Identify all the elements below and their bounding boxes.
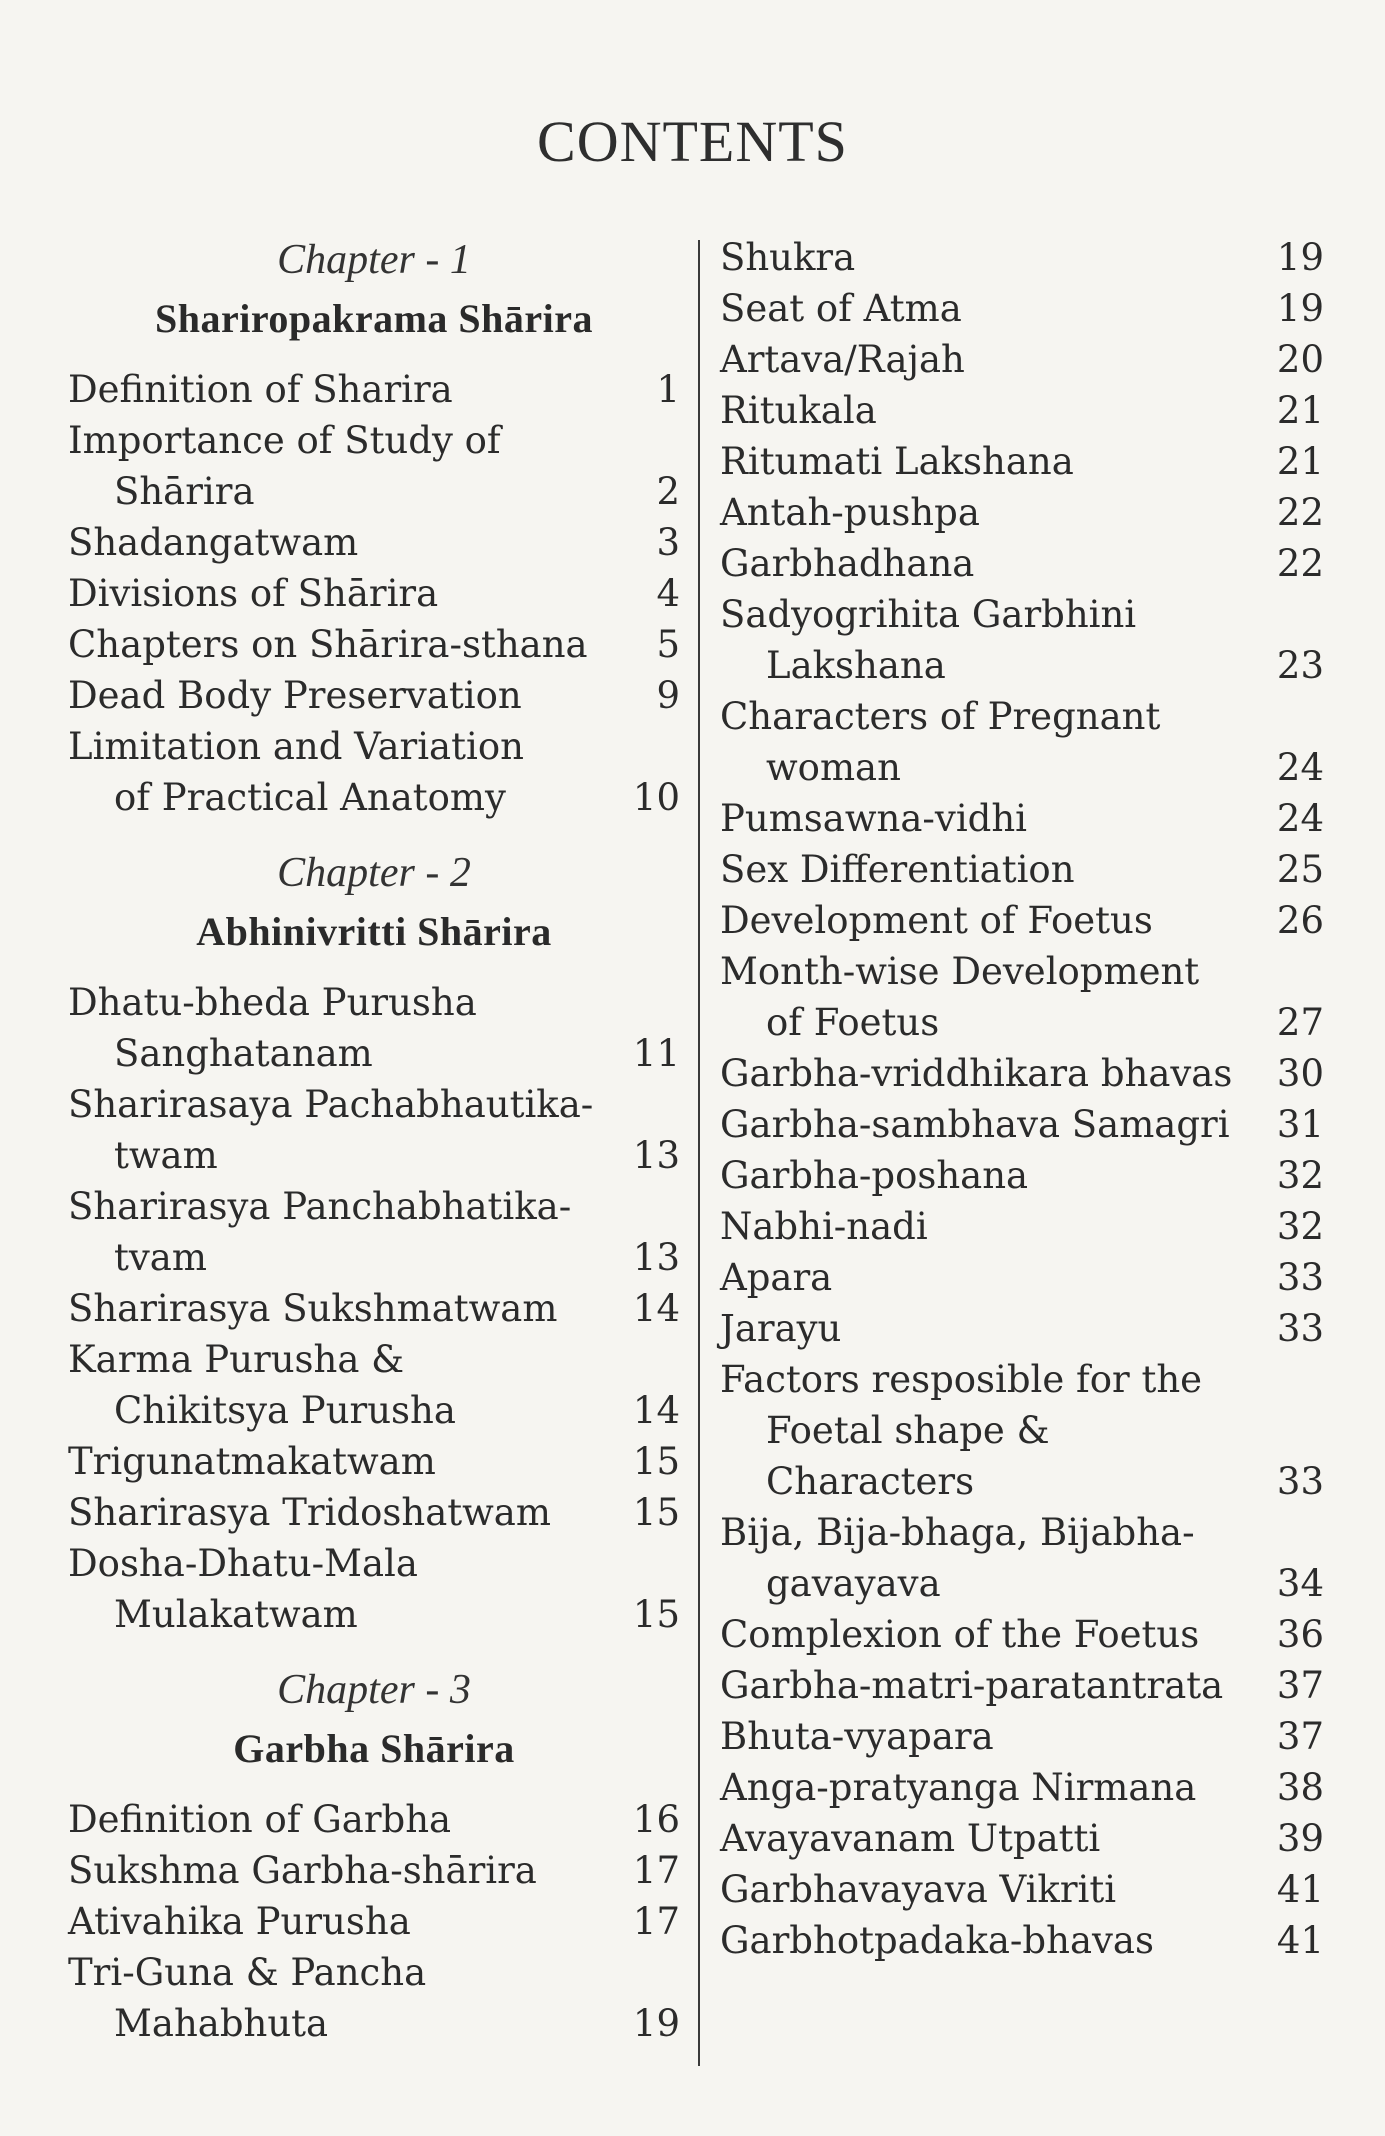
toc-page-number: 39 — [1276, 1817, 1324, 1860]
toc-entry-title: Pumsawna-vidhi — [720, 797, 1028, 840]
toc-entry — [68, 1334, 680, 1436]
toc-page-number: 14 — [632, 1287, 680, 1330]
toc-page-number: 13 — [632, 1134, 680, 1177]
toc-entry — [720, 1660, 1324, 1711]
toc-entry-title: twam — [114, 1134, 218, 1177]
toc-entry-title: Lakshana — [766, 644, 946, 687]
toc-entry-title: woman — [766, 746, 901, 789]
toc-page-number: 33 — [1276, 1460, 1324, 1503]
toc-page-number: 36 — [1276, 1613, 1324, 1656]
toc-entry-title: Garbha-vriddhikara bhavas — [720, 1052, 1233, 1095]
contents-left-column — [68, 232, 680, 2049]
contents-right-column — [720, 232, 1324, 1966]
toc-entry — [68, 517, 680, 568]
toc-page-number: 15 — [632, 1593, 680, 1636]
toc-entry-title: tvam — [114, 1236, 207, 1279]
toc-page-number: 17 — [632, 1900, 680, 1943]
toc-entry-title: Importance of Study of — [68, 419, 501, 462]
toc-entry-title: Tri-Guna & Pancha — [68, 1951, 427, 1994]
toc-page-number: 2 — [656, 470, 680, 513]
toc-entry — [720, 1864, 1324, 1915]
toc-page-number: 32 — [1276, 1205, 1324, 1248]
toc-entry-title: Mulakatwam — [114, 1593, 358, 1636]
toc-entry — [720, 589, 1324, 691]
toc-entry-title: Month-wise Development — [720, 950, 1200, 993]
toc-entry — [68, 1436, 680, 1487]
toc-entry — [720, 895, 1324, 946]
toc-entry — [720, 385, 1324, 436]
toc-entry-title: Ritukala — [720, 389, 877, 432]
toc-page-number: 24 — [1276, 797, 1324, 840]
toc-entry-title: Anga-pratyanga Nirmana — [720, 1766, 1197, 1809]
toc-entry — [720, 1048, 1324, 1099]
toc-page-number: 16 — [632, 1798, 680, 1841]
toc-entry-title: Bija, Bija-bhaga, Bijabha- — [720, 1511, 1195, 1554]
toc-entry-title: Nabhi-nadi — [720, 1205, 928, 1248]
toc-entry-title: Avayavanam Utpatti — [720, 1817, 1101, 1860]
toc-entry-title: Trigunatmakatwam — [68, 1440, 436, 1483]
toc-entry-title: Artava/Rajah — [720, 338, 965, 381]
toc-entry-title: Bhuta-vyapara — [720, 1715, 994, 1758]
toc-entry-title: Chapters on Shārira-sthana — [68, 623, 588, 666]
toc-entry — [68, 1794, 680, 1845]
toc-page-number: 22 — [1276, 491, 1324, 534]
toc-entry-title: of Practical Anatomy — [114, 776, 506, 819]
chapter-name: Abhinivritti Shārira — [196, 909, 552, 954]
toc-entry — [68, 1947, 680, 2049]
toc-entry-title: Garbha-matri-paratantrata — [720, 1664, 1224, 1707]
toc-entry — [720, 1762, 1324, 1813]
toc-entry-title: Divisions of Shārira — [68, 572, 439, 615]
toc-page-number: 33 — [1276, 1256, 1324, 1299]
toc-entry-title: Garbhadhana — [720, 542, 975, 585]
toc-page-number: 41 — [1276, 1919, 1324, 1962]
toc-entry-title: Factors resposible for the — [720, 1358, 1203, 1401]
toc-page-number: 21 — [1276, 440, 1324, 483]
toc-entry-title: Sanghatanam — [114, 1032, 373, 1075]
toc-entry-title: Sex Differentiation — [720, 848, 1075, 891]
toc-entry — [720, 1099, 1324, 1150]
toc-entry — [68, 1845, 680, 1896]
toc-page-number: 37 — [1276, 1715, 1324, 1758]
toc-entry-title: Characters — [766, 1460, 975, 1503]
toc-page-number: 1 — [656, 368, 680, 411]
toc-entry — [720, 1813, 1324, 1864]
toc-entry-title: Sharirasya Tridoshatwam — [68, 1491, 551, 1534]
toc-page-number: 30 — [1276, 1052, 1324, 1095]
toc-entry-title: Dead Body Preservation — [68, 674, 522, 717]
chapter-label: Chapter - 1 — [277, 237, 471, 283]
toc-entry-title: Chikitsya Purusha — [114, 1389, 456, 1432]
toc-entry — [720, 436, 1324, 487]
toc-page-number: 31 — [1276, 1103, 1324, 1146]
toc-page-number: 10 — [632, 776, 680, 819]
toc-entry — [720, 283, 1324, 334]
toc-page-number: 38 — [1276, 1766, 1324, 1809]
toc-entry — [68, 415, 680, 517]
chapter-name: Garbha Shārira — [233, 1726, 515, 1771]
toc-entry-title: Sukshma Garbha-shārira — [68, 1849, 537, 1892]
toc-entry-title: Garbha-poshana — [720, 1154, 1029, 1197]
toc-entry — [68, 1538, 680, 1640]
toc-entry-title: Sadyogrihita Garbhini — [720, 593, 1137, 636]
toc-entry — [720, 232, 1324, 283]
toc-entry — [720, 487, 1324, 538]
toc-page-number: 15 — [632, 1440, 680, 1483]
toc-entry-title: Dhatu-bheda Purusha — [68, 981, 477, 1024]
toc-entry-title: Definition of Garbha — [68, 1798, 452, 1841]
toc-entry-title: Seat of Atma — [720, 287, 962, 330]
toc-entry — [720, 946, 1324, 1048]
toc-entry — [720, 1150, 1324, 1201]
toc-entry — [720, 793, 1324, 844]
toc-page-number: 17 — [632, 1849, 680, 1892]
toc-entry — [68, 721, 680, 823]
toc-page-number: 23 — [1276, 644, 1324, 687]
toc-entry — [68, 568, 680, 619]
toc-entry-title: Garbhavayava Vikriti — [720, 1868, 1117, 1911]
toc-entry-title: Definition of Sharira — [68, 368, 453, 411]
column-divider — [698, 240, 700, 2066]
toc-entry — [68, 1079, 680, 1181]
toc-entry — [68, 364, 680, 415]
toc-page-number: 19 — [632, 2002, 680, 2045]
chapter-label: Chapter - 2 — [277, 850, 471, 896]
toc-entry — [720, 538, 1324, 589]
toc-page-number: 27 — [1276, 1001, 1324, 1044]
toc-entry — [68, 1896, 680, 1947]
toc-entry-title: Dosha-Dhatu-Mala — [68, 1542, 418, 1585]
toc-entry-title: Sharirasya Panchabhatika- — [68, 1185, 572, 1228]
toc-entry-title: of Foetus — [766, 1001, 940, 1044]
toc-entry-title: Ritumati Lakshana — [720, 440, 1074, 483]
toc-entry — [68, 1181, 680, 1283]
toc-page-number: 24 — [1276, 746, 1324, 789]
toc-entry-title: Characters of Pregnant — [720, 695, 1161, 738]
toc-page-number: 41 — [1276, 1868, 1324, 1911]
toc-entry-title: Sharirasaya Pachabhautika- — [68, 1083, 594, 1126]
toc-entry-title: Antah-pushpa — [720, 491, 980, 534]
toc-page-number: 14 — [632, 1389, 680, 1432]
toc-page-number: 3 — [656, 521, 680, 564]
toc-entry — [720, 1711, 1324, 1762]
toc-entry-title: Foetal shape & — [766, 1409, 1050, 1452]
toc-page-number: 11 — [632, 1032, 680, 1075]
toc-entry-title: Mahabhuta — [114, 2002, 329, 2045]
toc-page-number: 37 — [1276, 1664, 1324, 1707]
toc-page-number: 19 — [1276, 236, 1324, 279]
toc-page-number: 20 — [1276, 338, 1324, 381]
toc-entry-title: Ativahika Purusha — [68, 1900, 411, 1943]
page-title: CONTENTS — [537, 109, 848, 174]
toc-entry — [68, 619, 680, 670]
toc-page-number: 34 — [1276, 1562, 1324, 1605]
toc-page-number: 33 — [1276, 1307, 1324, 1350]
chapter-name: Shariropakrama Shārira — [154, 296, 594, 341]
chapter-label: Chapter - 3 — [277, 1667, 471, 1713]
toc-page-number: 5 — [656, 623, 680, 666]
toc-entry — [68, 670, 680, 721]
toc-entry — [720, 1201, 1324, 1252]
toc-page-number: 32 — [1276, 1154, 1324, 1197]
toc-page-number: 26 — [1276, 899, 1324, 942]
toc-page-number: 22 — [1276, 542, 1324, 585]
toc-entry — [720, 691, 1324, 793]
toc-entry — [68, 1283, 680, 1334]
toc-page-number: 15 — [632, 1491, 680, 1534]
toc-entry — [720, 844, 1324, 895]
toc-entry — [720, 1915, 1324, 1966]
toc-entry-title: Apara — [720, 1256, 833, 1299]
toc-entry — [720, 1354, 1324, 1507]
toc-entry-title: Limitation and Variation — [68, 725, 524, 768]
toc-entry — [720, 334, 1324, 385]
toc-page-number: 13 — [632, 1236, 680, 1279]
toc-entry-title: gavayava — [766, 1562, 941, 1605]
toc-page-number: 4 — [656, 572, 680, 615]
toc-entry — [720, 1609, 1324, 1660]
toc-page-number: 19 — [1276, 287, 1324, 330]
toc-entry-title: Complexion of the Foetus — [720, 1613, 1200, 1656]
toc-entry — [68, 1487, 680, 1538]
toc-entry-title: Sharirasya Sukshmatwam — [68, 1287, 558, 1330]
toc-entry — [68, 977, 680, 1079]
toc-entry — [720, 1252, 1324, 1303]
toc-entry — [720, 1507, 1324, 1609]
toc-entry — [720, 1303, 1324, 1354]
toc-entry-title: Jarayu — [720, 1307, 842, 1350]
toc-page-number: 21 — [1276, 389, 1324, 432]
toc-page-number: 25 — [1276, 848, 1324, 891]
toc-entry-title: Shadangatwam — [68, 521, 359, 564]
toc-entry-title: Shārira — [114, 470, 255, 513]
toc-entry-title: Garbhotpadaka-bhavas — [720, 1919, 1154, 1962]
toc-entry-title: Development of Foetus — [720, 899, 1153, 942]
toc-entry-title: Karma Purusha & — [68, 1338, 405, 1381]
toc-page-number: 9 — [656, 674, 680, 717]
toc-entry-title: Shukra — [720, 236, 856, 279]
toc-entry-title: Garbha-sambhava Samagri — [720, 1103, 1230, 1146]
